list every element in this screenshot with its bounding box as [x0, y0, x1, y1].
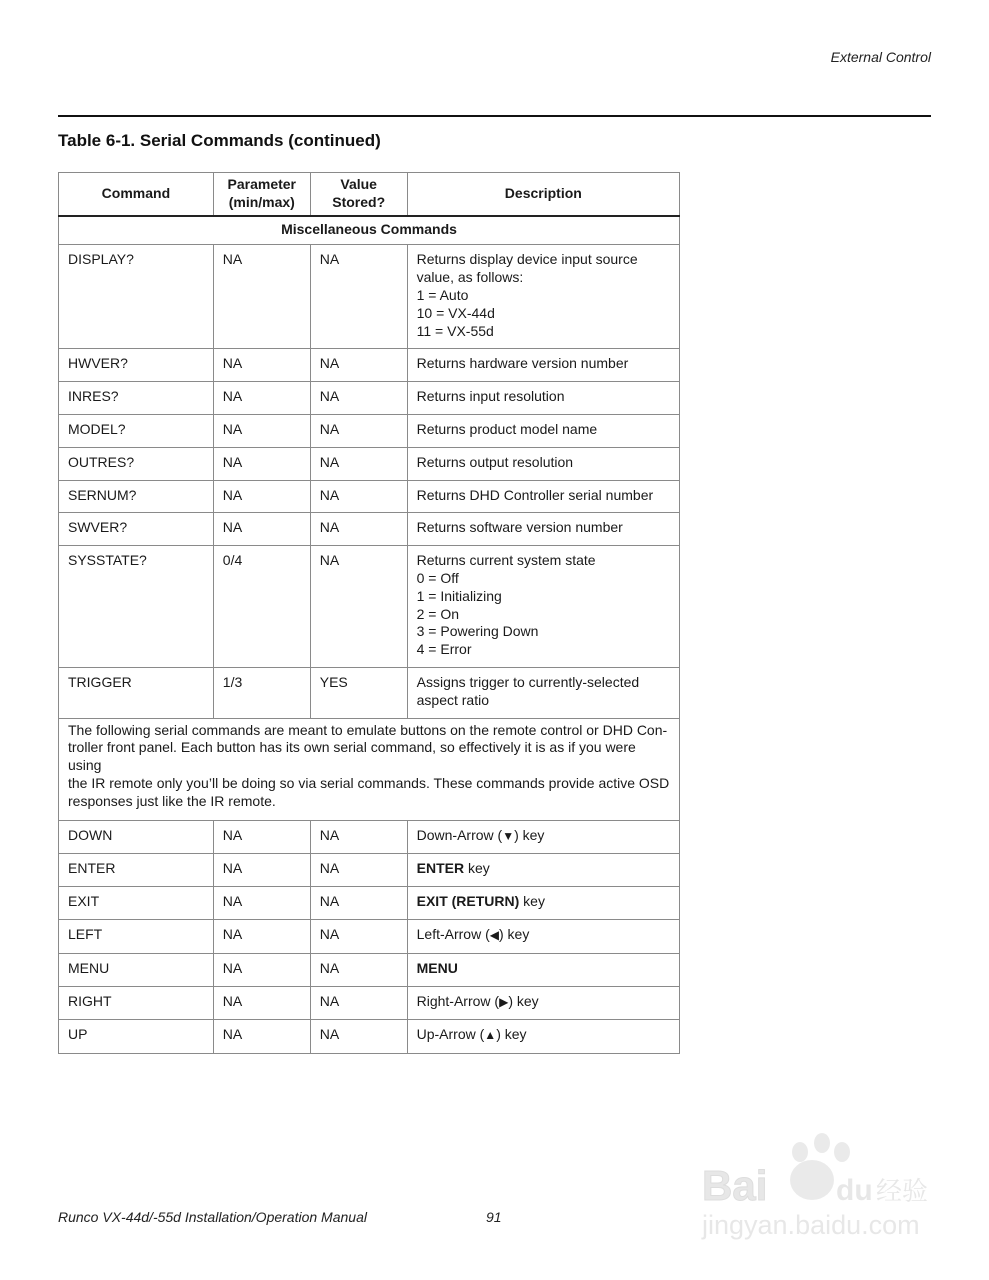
description-line: Returns current system state	[416, 552, 596, 569]
cell-description	[407, 919, 679, 953]
table-row	[59, 953, 680, 986]
cell-parameter: 1/3	[213, 667, 310, 718]
column-header-value-stored: Value Stored?	[310, 173, 407, 216]
description-line: 1 = Initializing	[416, 587, 502, 604]
cell-parameter: NA	[213, 986, 310, 1020]
cell-description	[407, 480, 679, 513]
arrow-icon: ▼	[502, 828, 515, 843]
description-line: Returns DHD Controller serial number	[416, 486, 654, 503]
table-row	[59, 1020, 680, 1054]
svg-text:经验: 经验	[876, 1177, 929, 1207]
svg-text:du: du	[836, 1174, 873, 1207]
cell-value-stored: NA	[310, 245, 407, 349]
description-text: key	[464, 860, 490, 877]
svg-text:Bai: Bai	[702, 1162, 768, 1209]
table-row	[59, 414, 680, 447]
cell-command: SYSSTATE?	[59, 546, 214, 668]
section-heading: Miscellaneous Commands	[59, 216, 680, 245]
cell-value-stored: NA	[310, 349, 407, 382]
description-line: 1 = Auto	[416, 286, 469, 303]
description-line: 2 = On	[416, 605, 460, 622]
cell-command: HWVER?	[59, 349, 214, 382]
cell-command: TRIGGER	[59, 667, 214, 718]
description-line: Returns product model name	[416, 420, 598, 437]
note-line: responses just like the IR remote.	[68, 792, 276, 809]
table-row	[59, 820, 680, 854]
cell-parameter: NA	[213, 1020, 310, 1054]
cell-value-stored: NA	[310, 513, 407, 546]
cell-command: DISPLAY?	[59, 245, 214, 349]
cell-parameter: NA	[213, 919, 310, 953]
description-line: Returns input resolution	[416, 388, 565, 405]
description-text: Up-Arrow (	[416, 1026, 485, 1043]
running-header: External Control	[830, 49, 931, 65]
note-paragraph	[59, 718, 680, 820]
table-row	[59, 986, 680, 1020]
footer-manual-title: Runco VX-44d/-55d Installation/Operation Manual	[58, 1209, 367, 1225]
table-title: Table 6-1. Serial Commands (continued)	[58, 131, 381, 150]
table-row	[59, 480, 680, 513]
arrow-icon: ▲	[484, 1028, 497, 1043]
cell-parameter: NA	[213, 382, 310, 415]
description-line: Returns output resolution	[416, 453, 574, 470]
cell-parameter: NA	[213, 854, 310, 887]
description-line: aspect ratio	[416, 691, 489, 708]
cell-description	[407, 953, 679, 986]
cell-command: DOWN	[59, 820, 214, 854]
cell-command: SERNUM?	[59, 480, 214, 513]
cell-value-stored: NA	[310, 480, 407, 513]
description-text: ) key	[496, 1026, 527, 1043]
column-header-command: Command	[59, 173, 214, 216]
cell-parameter: NA	[213, 480, 310, 513]
cell-value-stored: NA	[310, 447, 407, 480]
cell-command: LEFT	[59, 919, 214, 953]
cell-value-stored: NA	[310, 854, 407, 887]
note-row	[59, 718, 680, 820]
cell-parameter: NA	[213, 887, 310, 920]
description-text: key	[519, 893, 545, 910]
table-row	[59, 667, 680, 718]
cell-parameter: NA	[213, 349, 310, 382]
cell-parameter: NA	[213, 820, 310, 854]
cell-value-stored: NA	[310, 546, 407, 668]
cell-value-stored: NA	[310, 919, 407, 953]
table-row	[59, 919, 680, 953]
svg-text:jingyan.baidu.com: jingyan.baidu.com	[702, 1210, 920, 1240]
description-text: ) key	[514, 826, 545, 843]
description-line: value, as follows:	[416, 269, 524, 286]
description-text: Right-Arrow (	[416, 992, 500, 1009]
description-line: 10 = VX-44d	[416, 304, 495, 321]
cell-description	[407, 546, 679, 668]
table-row	[59, 546, 680, 668]
cell-description	[407, 447, 679, 480]
arrow-icon: ◀	[489, 927, 499, 942]
description-text: ) key	[508, 992, 539, 1009]
cell-description	[407, 986, 679, 1020]
cell-parameter: NA	[213, 513, 310, 546]
cell-value-stored: NA	[310, 887, 407, 920]
table-row	[59, 513, 680, 546]
cell-parameter: NA	[213, 447, 310, 480]
table-row	[59, 447, 680, 480]
cell-command: INRES?	[59, 382, 214, 415]
table-header-row	[59, 173, 680, 216]
cell-description	[407, 245, 679, 349]
cell-value-stored: NA	[310, 414, 407, 447]
cell-command: OUTRES?	[59, 447, 214, 480]
description-line: Returns software version number	[416, 519, 623, 536]
description-line: 4 = Error	[416, 641, 472, 658]
description-line: Returns display device input source	[416, 251, 638, 268]
cell-description	[407, 1020, 679, 1054]
table-row	[59, 887, 680, 920]
cell-value-stored: NA	[310, 986, 407, 1020]
table-row	[59, 854, 680, 887]
table-row	[59, 382, 680, 415]
cell-description	[407, 887, 679, 920]
key-name: MENU	[416, 959, 458, 976]
cell-command: RIGHT	[59, 986, 214, 1020]
description-line: Returns hardware version number	[416, 355, 629, 372]
description-line: 0 = Off	[416, 569, 459, 586]
cell-description	[407, 820, 679, 854]
note-line: troller front panel. Each button has its own serial command, so effectively it is as if you were using	[68, 739, 636, 774]
column-header-description: Description	[407, 173, 679, 216]
cell-command: SWVER?	[59, 513, 214, 546]
section-heading-row	[59, 216, 680, 245]
cell-description	[407, 513, 679, 546]
cell-parameter: 0/4	[213, 546, 310, 668]
cell-description	[407, 382, 679, 415]
note-line: the IR remote only you’ll be doing so via serial commands. These commands provide active OSD	[68, 774, 670, 791]
description-line: 11 = VX-55d	[416, 322, 494, 339]
description-line: 3 = Powering Down	[416, 623, 539, 640]
table-row	[59, 349, 680, 382]
column-header-parameter: Parameter (min/max)	[213, 173, 310, 216]
cell-value-stored: NA	[310, 1020, 407, 1054]
footer-page-number: 91	[486, 1209, 502, 1225]
description-text: Left-Arrow (	[416, 925, 490, 942]
cell-value-stored: YES	[310, 667, 407, 718]
arrow-icon: ▶	[499, 994, 509, 1009]
cell-description	[407, 349, 679, 382]
cell-parameter: NA	[213, 245, 310, 349]
cell-description	[407, 854, 679, 887]
cell-parameter: NA	[213, 953, 310, 986]
cell-command: MODEL?	[59, 414, 214, 447]
table-row	[59, 245, 680, 349]
cell-description	[407, 667, 679, 718]
serial-commands-table	[58, 172, 680, 1054]
cell-parameter: NA	[213, 414, 310, 447]
cell-description	[407, 414, 679, 447]
cell-command: ENTER	[59, 854, 214, 887]
description-text: ) key	[498, 925, 530, 942]
description-text: Down-Arrow (	[416, 826, 503, 843]
key-name: ENTER	[416, 860, 465, 877]
header-rule	[58, 115, 931, 117]
cell-command: EXIT	[59, 887, 214, 920]
key-name: EXIT (RETURN)	[416, 893, 520, 910]
cell-command: UP	[59, 1020, 214, 1054]
cell-value-stored: NA	[310, 953, 407, 986]
cell-command: MENU	[59, 953, 214, 986]
description-line: Assigns trigger to currently-selected	[416, 673, 640, 690]
cell-value-stored: NA	[310, 382, 407, 415]
cell-value-stored: NA	[310, 820, 407, 854]
baidu-watermark-logo	[700, 1130, 935, 1245]
note-line: The following serial commands are meant to emulate buttons on the remote control or DHD Con-	[68, 721, 668, 738]
